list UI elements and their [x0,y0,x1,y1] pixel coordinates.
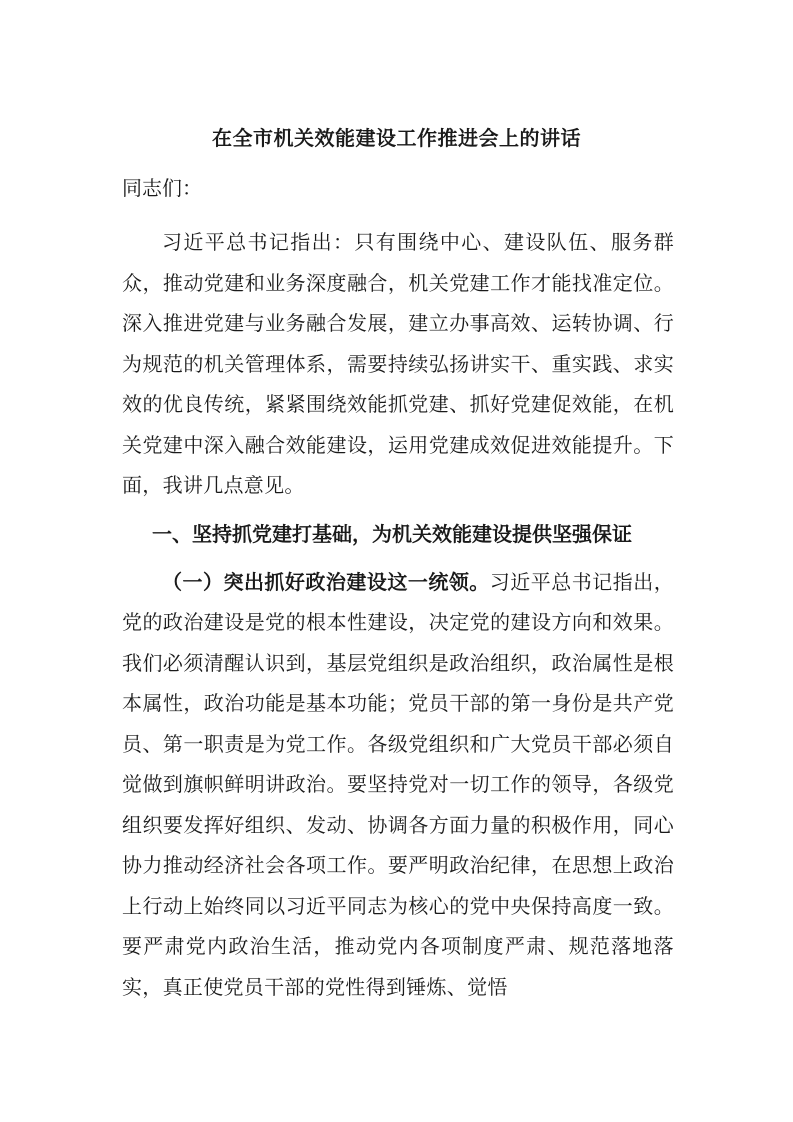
subsection-lead: （一）突出抓好政治建设这一统领。 [162,569,490,594]
salutation: 同志们： [122,176,202,200]
document-body [122,222,674,1007]
subsection-paragraph [122,562,674,1008]
document-title: 在全市机关效能建设工作推进会上的讲话 [212,126,581,150]
intro-paragraph: 习近平总书记指出：只有围绕中心、建设队伍、服务群众，推动党建和业务深度融合，机关党建工作才能找准定位。深入推进党建与业务融合发展，建立办事高效、运转协调、行为规范的机关管理体系，需要持续弘扬讲实干、重实践、求实效的优良传统，紧紧围绕效能抓党建、抓好党建促效能，在机关党建中深入融合效能建设，运用党建成效促进效能提升。下面，我讲几点意见。 [122,230,674,497]
section-heading: 一、坚持抓党建打基础，为机关效能建设提供坚强保证 [152,521,632,546]
subsection-text: 习近平总书记指出，党的政治建设是党的根本性建设，决定党的建设方向和效果。我们必须清醒认识到，基层党组织是政治组织，政治属性是根本属性，政治功能是基本功能；党员干部的第一身份是共产党员、第一职责是为党工作。各级党组织和广大党员干部必须自觉做到旗帜鲜明讲政治。要坚持党对一切工作的领导，各级党组织要发挥好组织、发动、协调各方面力量的积极作用，同心协力推动经济社会各项工作。要严明政治纪律，在思想上政治上行动上始终同以习近平同志为核心的党中央保持高度一致。要严肃党内政治生活，推动党内各项制度严肃、规范落地落实，真正使党员干部的党性得到锤炼、觉悟 [122,569,674,999]
